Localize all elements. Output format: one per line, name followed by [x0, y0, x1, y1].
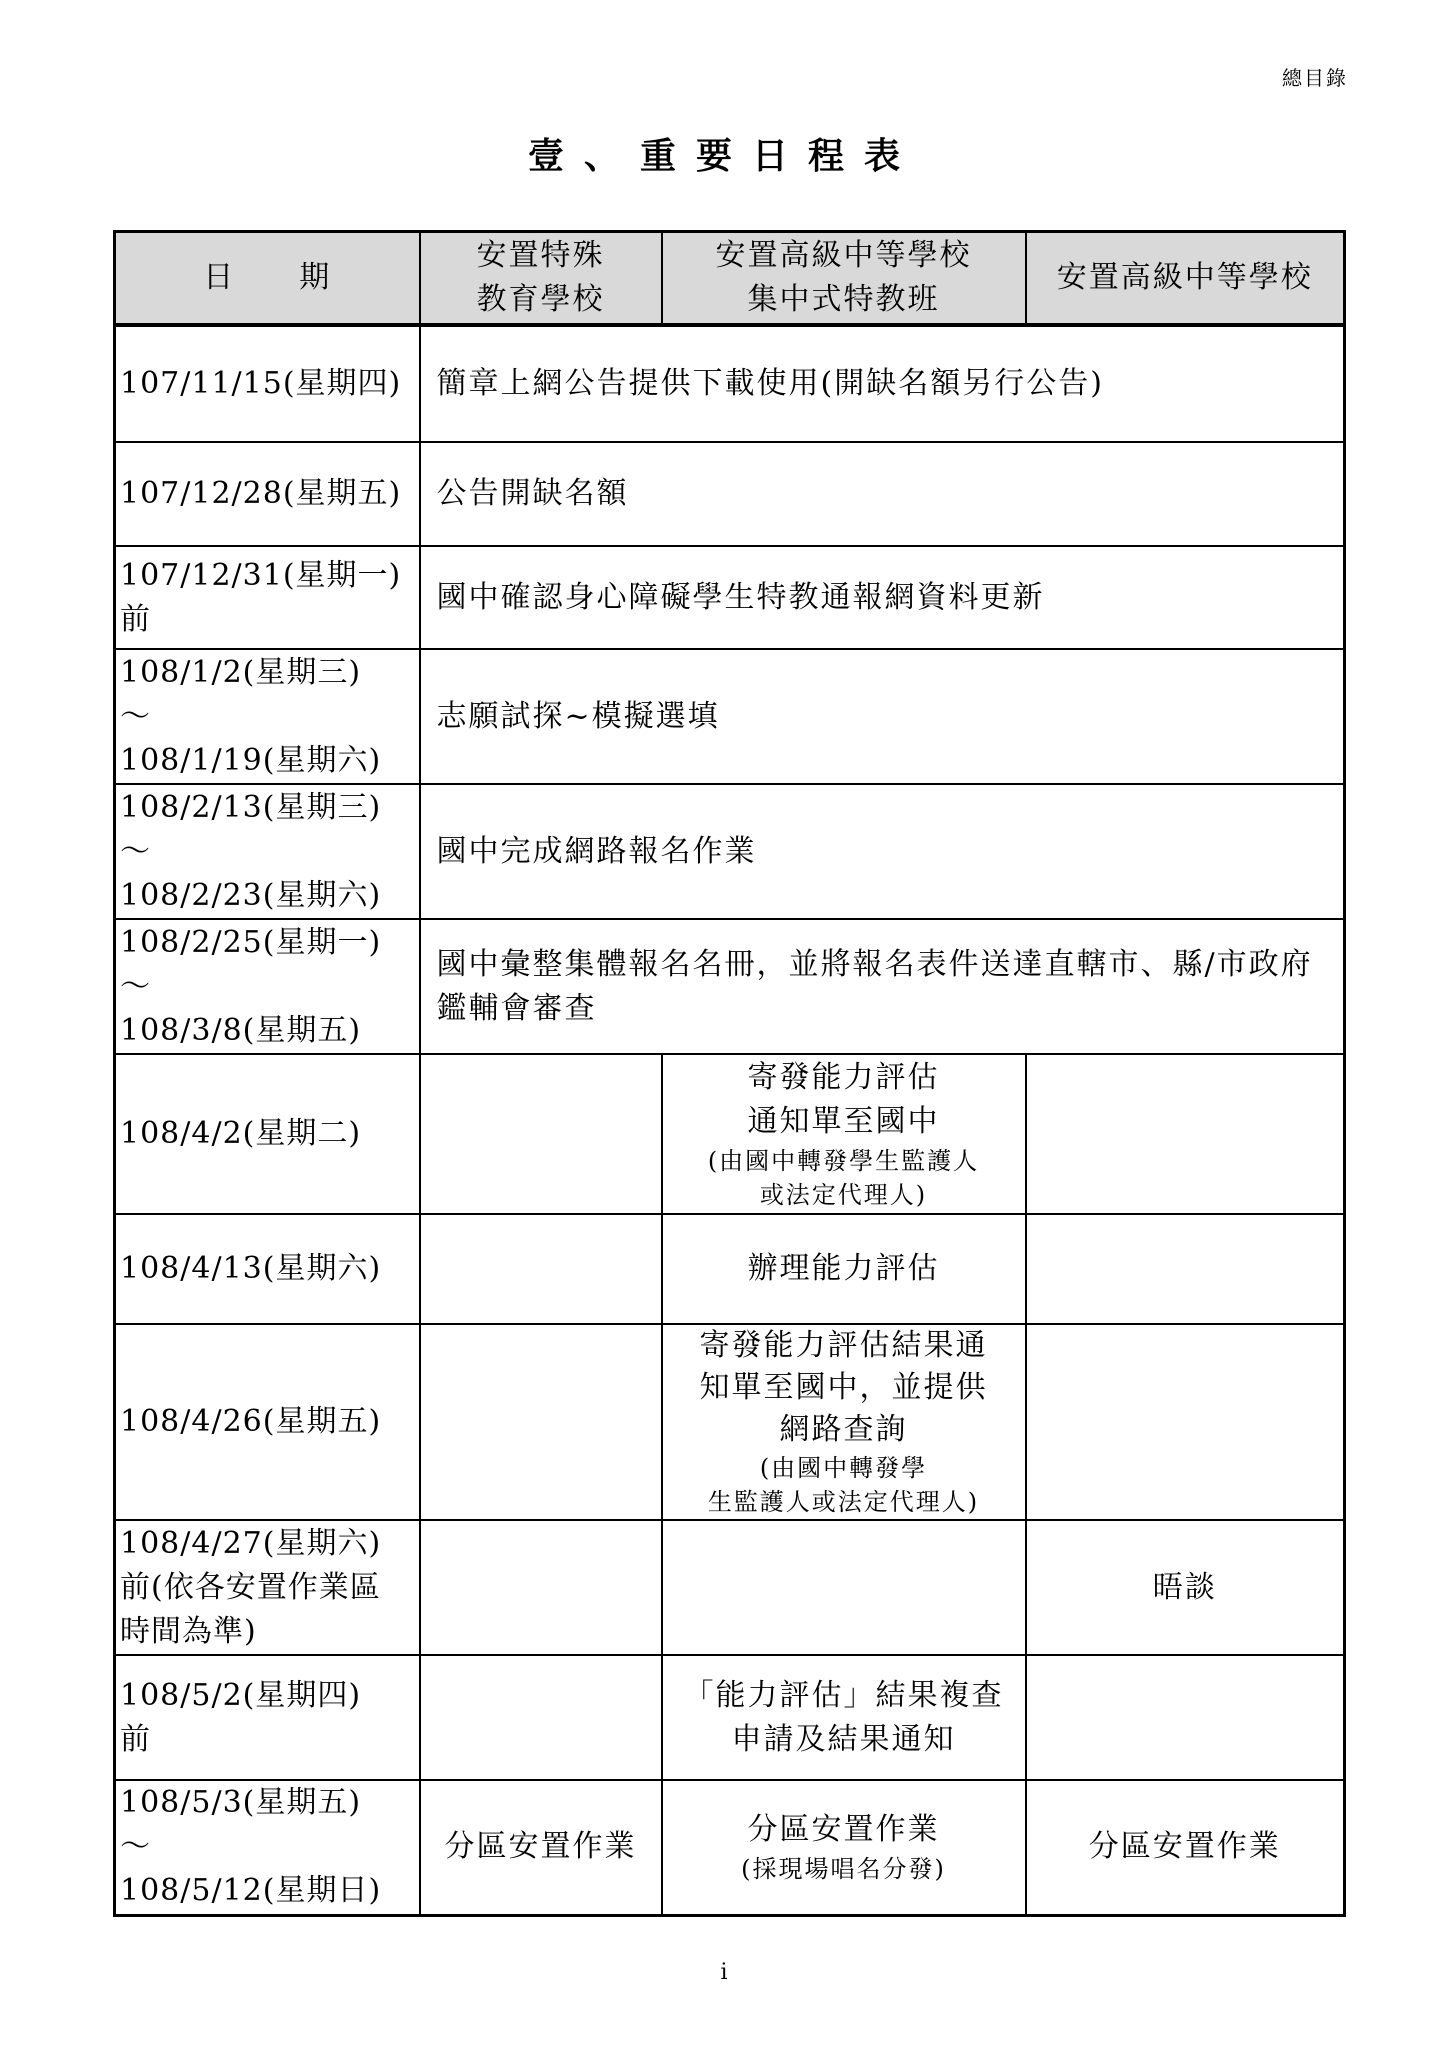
special-school-cell: 分區安置作業 — [420, 1780, 662, 1915]
concentrated-class-cell — [662, 1520, 1026, 1655]
cell-main-text: 「能力評估」結果複查 申請及結果通知 — [683, 1677, 1004, 1757]
table-row — [115, 1520, 1345, 1655]
cell-main-text: 辦理能力評估 — [747, 1251, 940, 1286]
table-row — [115, 1324, 1345, 1520]
column-header-concentrated-class — [662, 232, 1026, 326]
table-header-row — [115, 232, 1345, 326]
table-row — [115, 784, 1345, 919]
page-title: 壹、重要日程表 — [527, 135, 920, 177]
concentrated-class-cell — [662, 1324, 1026, 1520]
event-cell: 國中完成網路報名作業 — [420, 784, 1345, 919]
event-cell: 簡章上網公告提供下載使用(開缺名額另行公告) — [420, 325, 1345, 442]
concentrated-class-cell — [662, 1780, 1026, 1915]
date-cell: 108/2/13(星期三) ～ 108/2/23(星期六) — [115, 784, 420, 919]
date-cell: 108/1/2(星期三) ～ 108/1/19(星期六) — [115, 649, 420, 784]
table-row — [115, 919, 1345, 1054]
general-school-cell — [1026, 1324, 1345, 1520]
date-cell: 108/4/13(星期六) — [115, 1214, 420, 1324]
date-cell: 108/2/25(星期一) ～ 108/3/8(星期五) — [115, 919, 420, 1054]
column-header-label: 日 期 — [203, 260, 332, 295]
date-cell: 108/4/27(星期六) 前(依各安置作業區 時間為準) — [115, 1520, 420, 1655]
general-school-cell: 晤談 — [1026, 1520, 1345, 1655]
date-cell: 108/4/2(星期二) — [115, 1054, 420, 1214]
date-cell: 108/5/2(星期四) 前 — [115, 1655, 420, 1780]
date-cell: 107/12/31(星期一) 前 — [115, 546, 420, 649]
cell-note-text: (由國中轉發學生監護人 或法定代理人) — [707, 1147, 980, 1209]
column-header-special-school — [420, 232, 662, 326]
table-row — [115, 1655, 1345, 1780]
cell-note-text: (由國中轉發學 生監護人或法定代理人) — [707, 1454, 980, 1516]
general-school-cell — [1026, 1054, 1345, 1214]
column-header-label: 安置特殊 教育學校 — [476, 238, 605, 317]
general-school-cell: 分區安置作業 — [1026, 1780, 1345, 1915]
table-row — [115, 1780, 1345, 1915]
date-cell: 108/5/3(星期五) ～ 108/5/12(星期日) — [115, 1780, 420, 1915]
special-school-cell — [420, 1054, 662, 1214]
date-cell: 107/12/28(星期五) — [115, 442, 420, 546]
concentrated-class-cell — [662, 1214, 1026, 1324]
column-header-label: 安置高級中等學校 — [1056, 260, 1313, 295]
special-school-cell — [420, 1214, 662, 1324]
special-school-cell — [420, 1520, 662, 1655]
event-cell: 志願試探~模擬選填 — [420, 649, 1345, 784]
cell-main-text: 寄發能力評估 通知單至國中 — [747, 1060, 940, 1139]
cell-note-text: (採現場唱名分發) — [741, 1855, 946, 1884]
date-cell: 108/4/26(星期五) — [115, 1324, 420, 1520]
date-cell: 107/11/15(星期四) — [115, 325, 420, 442]
column-header-date — [115, 232, 420, 326]
concentrated-class-cell — [662, 1054, 1026, 1214]
table-row — [115, 649, 1345, 784]
concentrated-class-cell — [662, 1655, 1026, 1780]
event-cell: 公告開缺名額 — [420, 442, 1345, 546]
cell-main-text: 寄發能力評估結果通 知單至國中，並提供 網路查詢 — [699, 1328, 988, 1447]
event-cell: 國中彙整集體報名名冊，並將報名表件送達直轄市、縣/市政府鑑輔會審查 — [420, 919, 1345, 1054]
general-school-cell — [1026, 1214, 1345, 1324]
table-row — [115, 1214, 1345, 1324]
special-school-cell — [420, 1655, 662, 1780]
toc-link[interactable]: 總目錄 — [1282, 66, 1348, 90]
cell-main-text: 分區安置作業 — [747, 1812, 940, 1848]
special-school-cell — [420, 1324, 662, 1520]
general-school-cell — [1026, 1655, 1345, 1780]
schedule-table — [113, 230, 1346, 1917]
table-row — [115, 546, 1345, 649]
table-row — [115, 442, 1345, 546]
table-row — [115, 325, 1345, 442]
column-header-label: 安置高級中等學校 集中式特教班 — [715, 238, 972, 317]
event-cell: 國中確認身心障礙學生特教通報網資料更新 — [420, 546, 1345, 649]
page-number: i — [720, 1960, 728, 1985]
table-row — [115, 1054, 1345, 1214]
column-header-general-school — [1026, 232, 1345, 326]
